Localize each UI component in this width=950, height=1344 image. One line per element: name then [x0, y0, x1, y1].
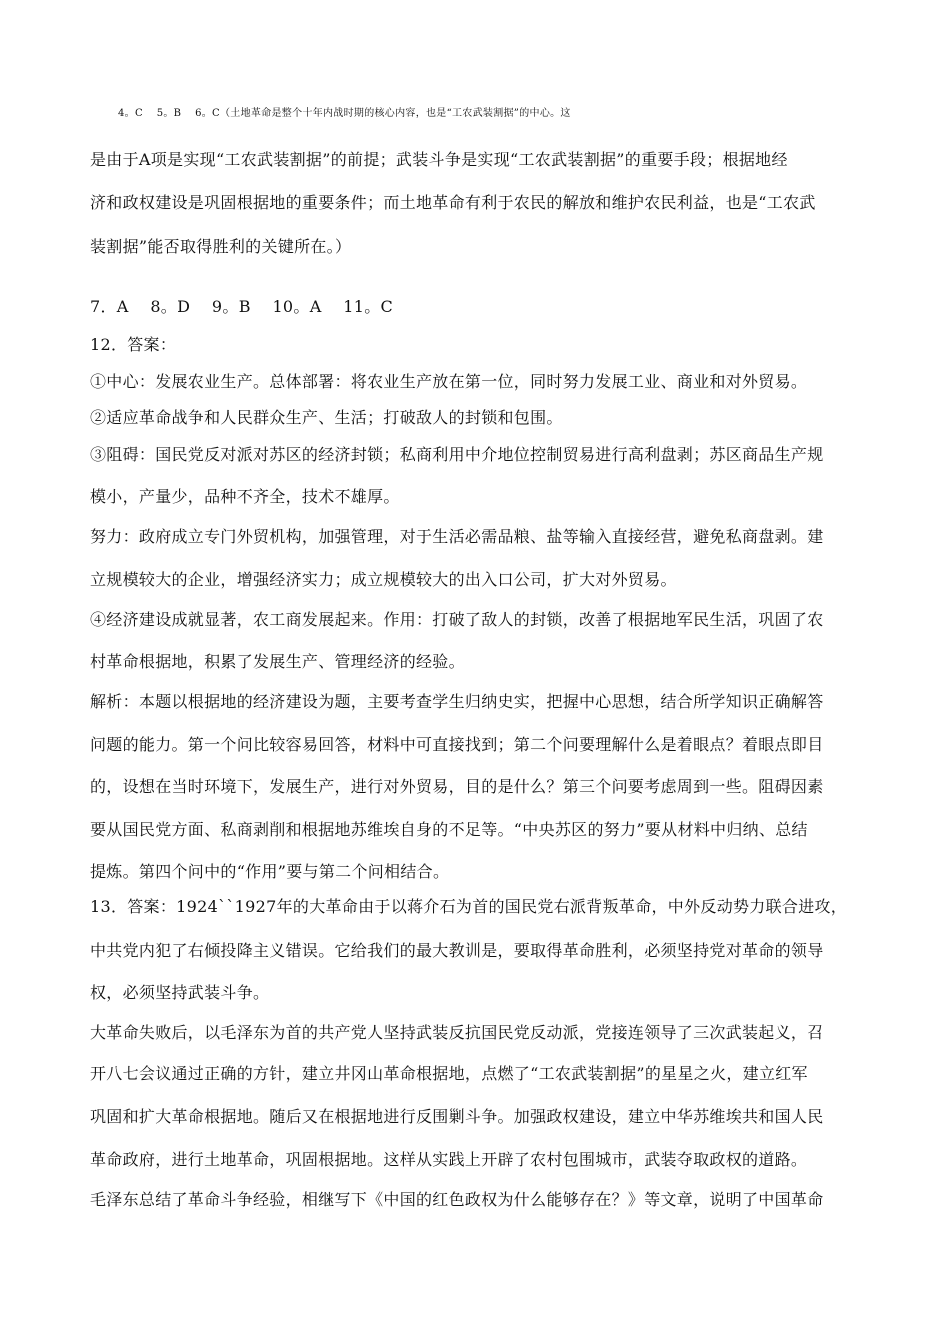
paragraph-line: ②适应革命战争和人民群众生产、生活；打破敌人的封锁和包围。 — [90, 408, 563, 427]
paragraph-line: 立规模较大的企业，增强经济实力；成立规模较大的出入口公司，扩大对外贸易。 — [90, 570, 677, 589]
paragraph-line: 提炼。第四个问中的“作用”要与第二个问相结合。 — [90, 862, 450, 881]
paragraph-line: ①中心：发展农业生产。总体部署：将农业生产放在第一位，同时努力发展工业、商业和对外贸易。 — [90, 372, 808, 391]
paragraph-line: 13．答案：1924``1927年的大革命由于以蒋介石为首的国民党右派背叛革命，中外反动势力联合进攻， — [90, 897, 848, 916]
paragraph-line: 中共党内犯了右倾投降主义错误。它给我们的最大教训是，要取得革命胜利，必须坚持党对革命的领导 — [90, 941, 824, 960]
paragraph-line: 问题的能力。第一个问比较容易回答，材料中可直接找到；第二个问要理解什么是着眼点？着眼点即目 — [90, 735, 824, 754]
paragraph-line: 装割据”能否取得胜利的关键所在。） — [90, 237, 352, 256]
paragraph-line: 的，设想在当时环境下，发展生产，进行对外贸易，目的是什么？第三个问要考虑周到一些。阻碍因素 — [90, 777, 824, 796]
paragraph-line: 济和政权建设是巩固根据地的重要条件；而土地革命有利于农民的解放和维护农民利益，也是“工农武 — [90, 193, 816, 212]
paragraph-line: 4。C 5。B 6。C（土地革命是整个十年内战时期的核心内容，也是“工农武装割据”的中心。这 — [118, 108, 571, 119]
paragraph-line: ③阻碍：国民党反对派对苏区的经济封锁；私商利用中介地位控制贸易进行高利盘剥；苏区商品生产规 — [90, 445, 824, 464]
paragraph-line: 巩固和扩大革命根据地。随后又在根据地进行反围剿斗争。加强政权建设，建立中华苏维埃共和国人民 — [90, 1107, 824, 1126]
paragraph-line: 解析：本题以根据地的经济建设为题，主要考查学生归纳史实，把握中心思想，结合所学知识正确解答 — [90, 692, 824, 711]
question-heading: 12．答案： — [90, 335, 177, 354]
paragraph-line: 开八七会议通过正确的方针，建立井冈山革命根据地，点燃了“工农武装割据”的星星之火，建立红军 — [90, 1064, 808, 1083]
paragraph-line: ④经济建设成就显著，农工商发展起来。作用：打破了敌人的封锁，改善了根据地军民生活，巩固了农 — [90, 610, 824, 629]
paragraph-line: 毛泽东总结了革命斗争经验，相继写下《中国的红色政权为什么能够存在？》等文章，说明了中国革命 — [90, 1190, 824, 1209]
paragraph-line: 要从国民党方面、私商剥削和根据地苏维埃自身的不足等。“中央苏区的努力”要从材料中归纳、总结 — [90, 820, 808, 839]
answer-list-line: 7．A 8。D 9。B 10。A 11。C — [90, 297, 394, 316]
paragraph-line: 大革命失败后，以毛泽东为首的共产党人坚持武装反抗国民党反动派，党接连领导了三次武装起义，召 — [90, 1023, 824, 1042]
paragraph-line: 是由于A项是实现“工农武装割据”的前提；武装斗争是实现“工农武装割据”的重要手段；根据地经 — [90, 150, 788, 169]
paragraph-line: 权，必须坚持武装斗争。 — [90, 983, 270, 1002]
paragraph-line: 村革命根据地，积累了发展生产、管理经济的经验。 — [90, 652, 465, 671]
paragraph-line: 革命政府，进行土地革命，巩固根据地。这样从实践上开辟了农村包围城市，武装夺取政权的道路。 — [90, 1150, 808, 1169]
paragraph-line: 努力：政府成立专门外贸机构，加强管理，对于生活必需品粮、盐等输入直接经营，避免私商盘剥。建 — [90, 527, 824, 546]
paragraph-line: 模小，产量少，品种不齐全，技术不雄厚。 — [90, 487, 400, 506]
